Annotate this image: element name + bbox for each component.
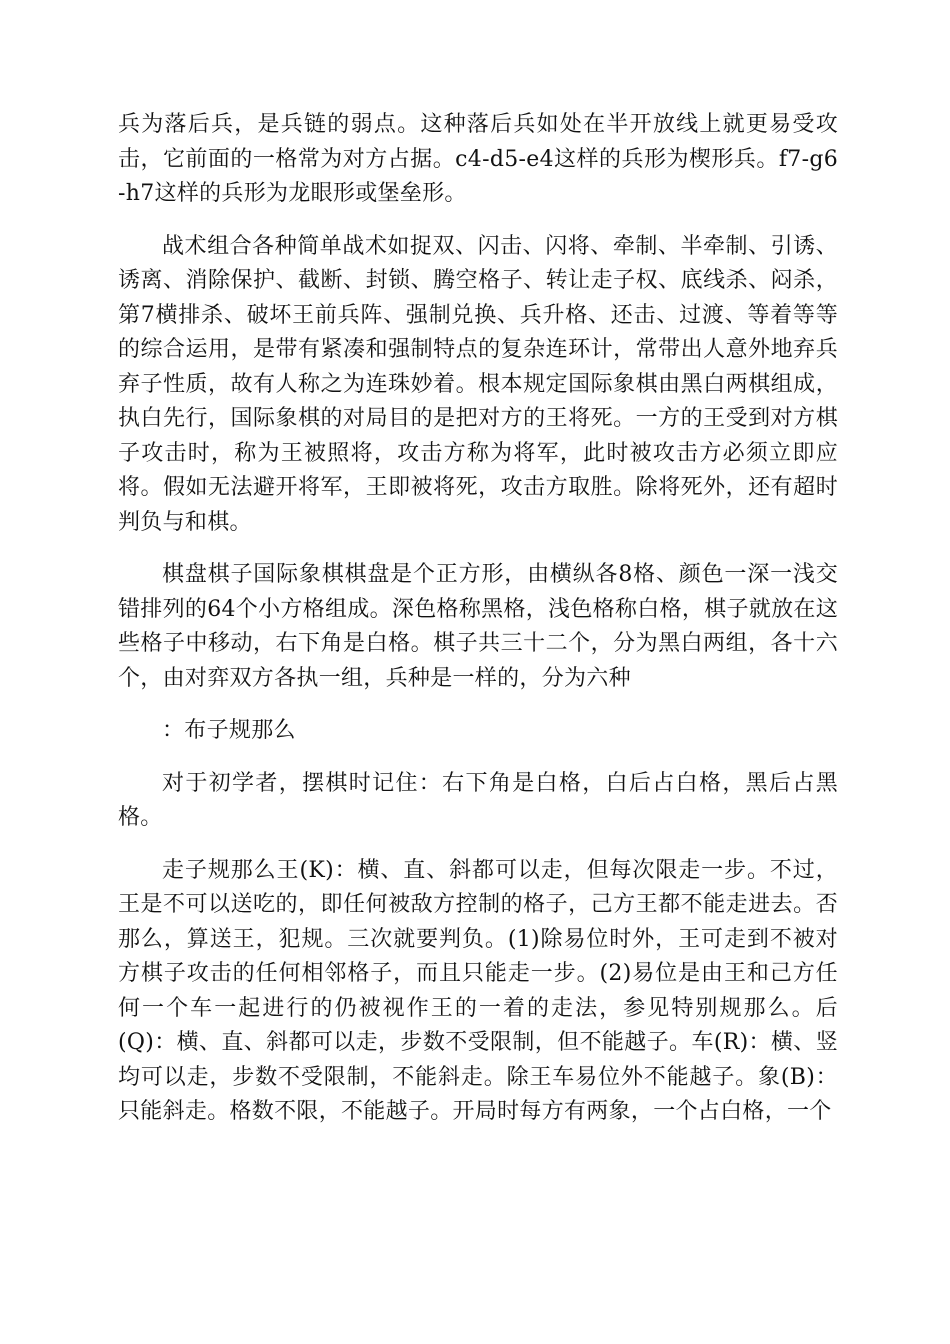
paragraph-pawn-structure: 兵为落后兵，是兵链的弱点。这种落后兵如处在半开放线上就更易受攻击，它前面的一格常为对方占据。c4-d5-e4这样的兵形为楔形兵。f7-g6-h7这样的兵形为龙眼形或堡垒形。	[118, 112, 838, 206]
paragraph-setup-heading: ：布子规那么	[162, 718, 296, 743]
paragraph-movement-rules: 走子规那么王(K)：横、直、斜都可以走，但每次限走一步。不过，王是不可以送吃的，即任何被敌方控制的格子，己方王都不能走进去。否那么，算送王，犯规。三次就要判负。(1)除易位时外，王可走到不被对方棋子攻击的任何相邻格子，而且只能走一步。(2)易位是由王和己方任何一个车一起进行的仍被视作王的一着的走法，参见特别规那么。后(Q)：横、直、斜都可以走，步数不受限制，但不能越子。车(R)：横、竖均可以走，步数不受限制，不能斜走。除王车易位外不能越子。象(B)：只能斜走。格数不限，不能越子。开局时每方有两象，一个占白格，一个	[118, 857, 838, 1124]
paragraph-board-and-pieces: 棋盘棋子国际象棋棋盘是个正方形，由横纵各8格、颜色一深一浅交错排列的64个小方格组成。深色格称黑格，浅色格称白格，棋子就放在这些格子中移动，右下角是白格。棋子共三十二个，分为黑白两组，各十六个，由对弈双方各执一组，兵种是一样的，分为六种	[118, 562, 838, 691]
paragraph-tactics-and-basic-rules: 战术组合各种简单战术如捉双、闪击、闪将、牵制、半牵制、引诱、诱离、消除保护、截断、封锁、腾空格子、转让走子权、底线杀、闷杀，第7横排杀、破坏王前兵阵、强制兑换、兵升格、还击、过渡、等着等等的综合运用，是带有紧凑和强制特点的复杂连环计，常带出人意外地弃兵弃子性质，故有人称之为连珠妙着。根本规定国际象棋由黑白两棋组成，执白先行，国际象棋的对局目的是把对方的王将死。一方的王受到对方棋子攻击时，称为王被照将，攻击方称为将军，此时被攻击方必须立即应将。假如无法避开将军，王即被将死，攻击方取胜。除将死外，还有超时判负与和棋。	[118, 233, 838, 535]
paragraph-setup-tip: 对于初学者，摆棋时记住：右下角是白格，白后占白格，黑后占黑格。	[118, 770, 838, 830]
document-body	[118, 108, 838, 1148]
